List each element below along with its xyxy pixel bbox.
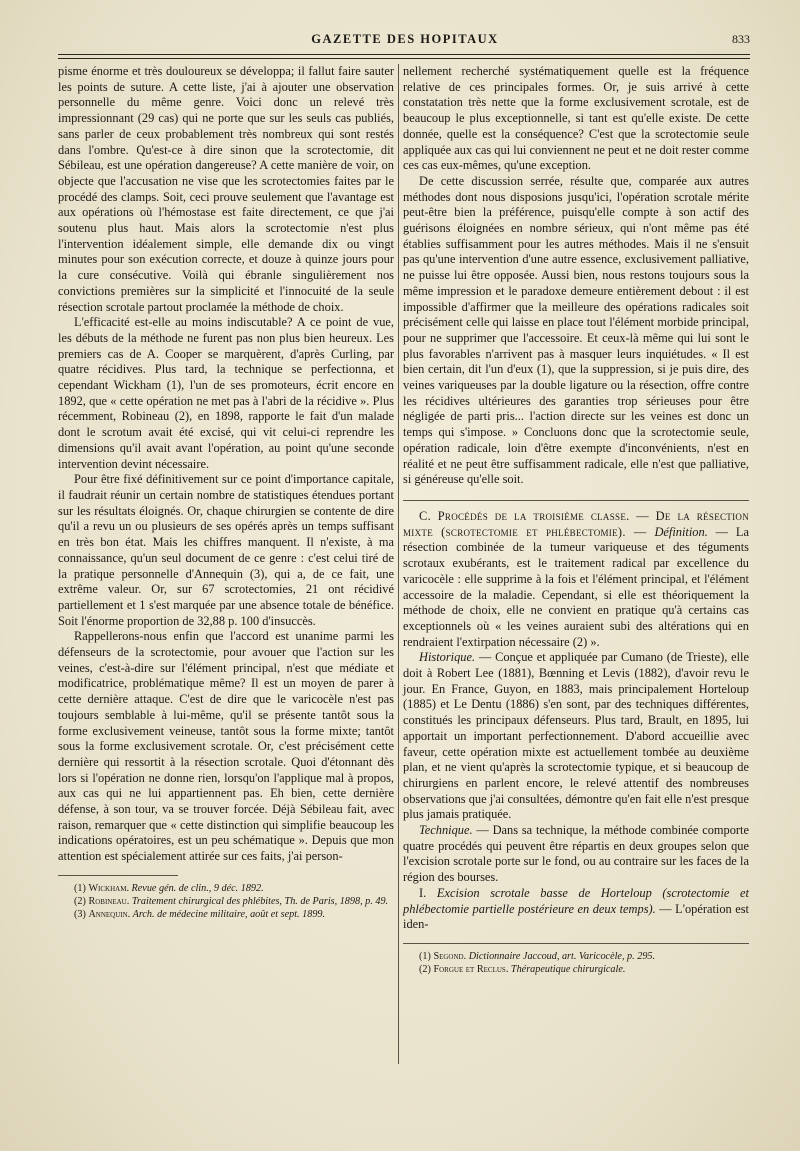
left-column <box>58 64 394 921</box>
historique-label: Historique. <box>419 650 476 665</box>
paragraph: Rappellerons-nous enfin que l'accord est unanime parmi les défenseurs de la scrotectomie, pour avouer que l'action sur les veines, c'est-à-dire sur l'élément principal, n'est que médiate et modificatrice, problématique même? Il est un moyen de parer à cette dernière attaque. C'est de dire que le varicocèle n'est pas toujours semblable à lui-même, qu'il se présente tantôt sous la forme exclusivement veineuse, tantôt sous la forme mixte; tantôt sous la forme exclusivement scrotale. Or, c'est précisément cette dernière qui ressortit à la résection scrotale. Quoi d'étonnant dès lors si l'opération ne donne rien, lorsqu'on l'applique mal à propos, aux cas qui ne lui appartiennent pas. Eh bien, cette dernière défense, à son tour, va se trouver forcée. Déjà Sébileau fait, avec raison, remarquer que « cette distinction qui simplifie beaucoup les indications opératoires, est un peu schématique ». Depuis que mon attention est spécialement attirée sur ces faits, j'ai person- <box>58 629 394 864</box>
section-paragraph: C. Procédés de la troisième classe. — De la résection mixte (scrotectomie et phlébectomie). — Définition. — La résection combinée de la tumeur variqueuse et des téguments scrotaux exubérants, est le traitement radical par excellence du varicocèle : elle supprime à la fois et l'élément principal, et l'élément accessoire de la maladie. Cependant, si elle est théoriquement la méthode de choix, elle ne convient en pratique qu'à certains cas exceptionnels où « les veines auraient subi des altérations qui en rendraient l'extirpation nécessaire (2) ». <box>403 508 750 649</box>
header-rule-thick <box>58 58 750 59</box>
section-separator <box>403 500 749 501</box>
page-header <box>60 30 750 52</box>
technique-paragraph: Technique. — Dans sa technique, la méthode combinée comporte quatre procédés qui peuvent être répartis en deux groupes selon que l'excision scrotale porte sur le fond, ou au contraire sur les faces de la région des bourses. <box>403 823 749 885</box>
paragraph: L'efficacité est-elle au moins indiscutable? A ce point de vue, les débuts de la méthode ne furent pas non plus bien heureux. Les premiers cas de A. Cooper se marquèrent, d'après Curling, par quatre récidives. Plus tard, la technique se perfectionna, et cependant Wickham (1), l'un de ses promoteurs, écrit encore en 1892, que « cette opération ne met pas à l'abri de la récidive ». Plus récemment, Robineau (2), en 1898, rapporte le fait d'un malade dont le scrotum avait été excisé, qui vit celui-ci reprendre les dimensions qu'il avait avant l'opération, au point qu'une seconde intervention devint nécessaire. <box>58 315 394 471</box>
footnote: (3) Annequin. Arch. de médecine militaire, août et sept. 1899. <box>74 908 326 920</box>
historique-paragraph: Historique. — Conçue et appliquée par Cumano (de Trieste), elle doit à Robert Lee (1881), Bœnning et Levis (1882), d'avoir revu le jour. En France, Guyon, en 1883, mais principalement Horteloup (1885) et Le Dentu (1886) s'en sont, par des techniques différentes, constitués les principaux défenseurs. Plus tard, Brault, en 1895, lui apportait un important perfectionnement. D'abord accueillie avec faveur, cette opération mixte est actuellement tombée au deuxième plan, et ne vient qu'après la scrotectomie typique, et si beaucoup de chirurgiens en parlent encore, le relevé attentif des nombreuses observations que j'ai consultées, démontre qu'en fait elle n'est presque plus jamais pratiquée. <box>403 650 749 822</box>
paragraph: pisme énorme et très douloureux se développa; il fallut faire sauter les points de suture. A cette liste, j'ai à ajouter une observation personnelle du même genre. Voici donc un relevé très impressionnant (29 cas) qui ne porte que sur les seuls cas publiés, sans parler de ceux probablement très nombreux qui sont restés dans l'ombre. Qu'est-ce à dire sinon que la scrotectomie, dit Sébileau, est une opération dangereuse? A cette manière de voir, on objecte que l'accusation ne vise que les scrotectomies faites par le procédé des clamps. Soit, ceci prouve seulement que l'avantage est aux opérations où l'hémostase est faite directement, ce que j'ai soutenu plus haut. Mais alors la scrotectomie n'est plus l'intervention idéalement simple, elle demande dix ou vingt minutes pour son exécution correcte, et douze à quinze jours pour la cure consécutive. Voilà qui ébranle singulièrement nos convictions premières sur la simplicité et l'innocuité de la seule résection scrotale partout proclamée la méthode de choix. <box>58 64 394 314</box>
technique-label: Technique. <box>419 823 473 838</box>
section-heading: C. Procédés de la troisième classe. — De la résection mixte (scrotectomie et phlébectomie). — <box>403 508 749 539</box>
page-number: 833 <box>732 32 750 46</box>
definition-label: Définition. <box>654 524 708 539</box>
paragraph: Pour être fixé définitivement sur ce point d'importance capitale, il faudrait réunir un certain nombre de statistiques étendues portant sur les résultats éloignés. Or, chaque chirurgien se contente de dire qu'il a revu un ou plusieurs de ses opérés après un temps suffisant en très bon état. Mais les chiffres manquent. Il n'existe, à ma connaissance, qu'un seul document de ce genre : c'est celui tiré de la pratique personnelle d'Annequin (3), qui a, de ce fait, une extrême valeur. Or, sur 67 scrotectomies, 21 ont récidivé partiellement et 1 s'est marquée par une absence totale de bénéfice. Soit l'énorme proportion de 32,88 p. 100 d'insuccès. <box>58 472 394 628</box>
paragraph: De cette discussion serrée, résulte que, comparée aux autres méthodes dont nous disposions jusqu'ici, l'opération scrotale mérite peut-être bien la préférence, puisqu'elle compte à son actif des guérisons éloignées en nombre sérieux, qui n'ont même pas été établies suffisamment pour les autres méthodes. Mais il ne s'ensuit pas qu'une intervention d'une autre essence, exclusivement palliative, ne puisse lui être opposée. Aussi bien, nous restons toujours sous la même impression et le paradoxe demeure entièrement debout : il est impossible d'affirmer que la meilleure des opérations radicales soit précisément celle qui laisse en place tout l'élément morbide principal, pour ne supprimer que l'accessoire. Et ceux-là même qui lui sont le plus favorables n'arrivent pas à masquer leurs inquiétudes. « Il est bien certain, dit l'un d'eux (1), que la suppression, si je puis dire, des veines variqueuses par la double ligature ou la résection, offre contre les récidives ultérieures des garanties trop sérieuses pour être négligée de parti pris... l'action directe sur les veines est donc un temps qui s'impose. » Concluons donc que la scrotectomie seule, opération radicale, loin d'être exempte d'inconvénients, n'est en réalité et ne peut être suffisamment radicale, elle n'est que palliative, si généreuse qu'elle soit. <box>403 173 749 487</box>
footnote: (2) Forgue et Reclus. Thérapeutique chirurgicale. <box>419 963 626 975</box>
paragraph: nellement recherché systématiquement quelle est la fréquence relative de ces principales formes. Or, je suis arrivé à cette constatation très nette que la forme exclusivement scrotale, est de beaucoup le plus exceptionnelle, si tant est qu'elle existe. De cette donnée, quelle est la conséquence? C'est que la scrotectomie seule appliquée aux cas qui lui conviennent ne peut et ne doit rester comme ces cas eux-mêmes, qu'une exception. <box>403 64 749 173</box>
journal-title: GAZETTE DES HOPITAUX <box>311 32 499 46</box>
footnote: (1) Wickham. Revue gén. de clin., 9 déc. 1892. <box>74 882 264 894</box>
column-divider <box>398 64 399 1064</box>
footnote: (1) Segond. Dictionnaire Jaccoud, art. Varicocèle, p. 295. <box>419 950 656 962</box>
list-item: I. Excision scrotale basse de Horteloup (scrotectomie et phlébectomie partielle postérieure en deux temps). — L'opération est iden- <box>403 885 750 932</box>
header-rule <box>58 54 750 55</box>
right-column <box>403 64 749 976</box>
footnote: (2) Robineau. Traitement chirurgical des phlébites, Th. de Paris, 1898, p. 49. <box>74 895 389 907</box>
footnote-rule <box>58 875 178 876</box>
footnote-rule <box>403 943 749 944</box>
